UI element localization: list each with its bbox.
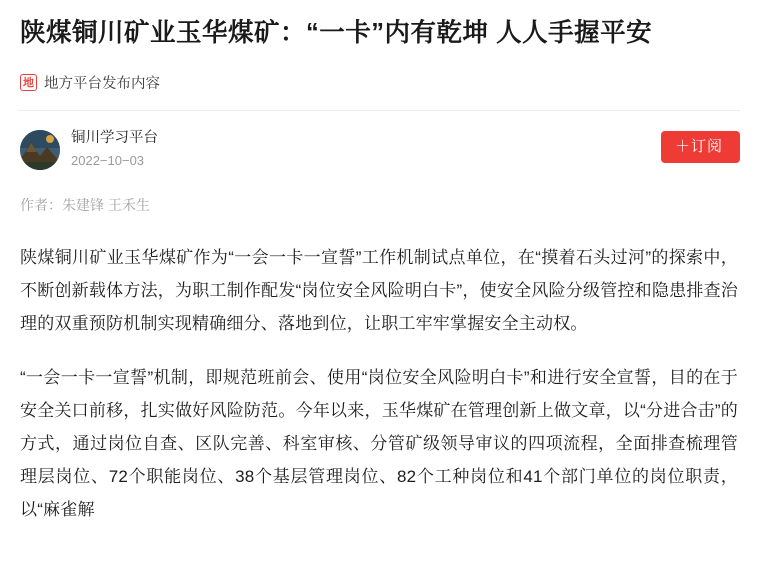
local-platform-badge-icon: 地: [20, 74, 37, 91]
author-line: 作者：朱建锋 王禾生: [20, 196, 150, 213]
source-row: [18, 72, 740, 93]
article-body: [18, 241, 740, 526]
publish-date: 2022−10−03: [71, 153, 145, 169]
article-page: [0, 16, 758, 583]
account-meta: [71, 128, 158, 170]
page-title: 陕煤铜川矿业玉华煤矿：“一卡”内有乾坤 人人手握平安: [20, 19, 653, 47]
mountain-photo-avatar-icon: [20, 130, 60, 170]
paragraph: “一会一卡一宣誓”机制，即规范班前会、使用“岗位安全风险明白卡”和进行安全宣誓，目的在于安全关口前移，扎实做好风险防范。今年以来，玉华煤矿在管理创新上做文章，以“分进合击”的方式，通过岗位自查、区队完善、科室审核、分管矿级领导审议的四项流程，全面排查梳理管理层岗位、72个职能岗位、38个基层管理岗位、82个工种岗位和41个部门单位的岗位职责，以“麻雀解: [20, 367, 738, 519]
divider: [18, 110, 740, 111]
paragraph: 陕煤铜川矿业玉华煤矿作为“一会一卡一宣誓”工作机制试点单位，在“摸着石头过河”的探索中，不断创新载体方法，为职工制作配发“岗位安全风险明白卡”，使安全风险分级管控和隐患排查治理的双重预防机制实现精确细分、落地到位，让职工牢牢掌握安全主动权。: [20, 247, 738, 333]
account-row: [18, 128, 740, 170]
source-label: 地方平台发布内容: [44, 76, 160, 93]
subscribe-button[interactable]: ＋订阅: [661, 131, 740, 163]
account-name[interactable]: 铜川学习平台: [71, 130, 158, 147]
avatar[interactable]: [20, 130, 60, 170]
